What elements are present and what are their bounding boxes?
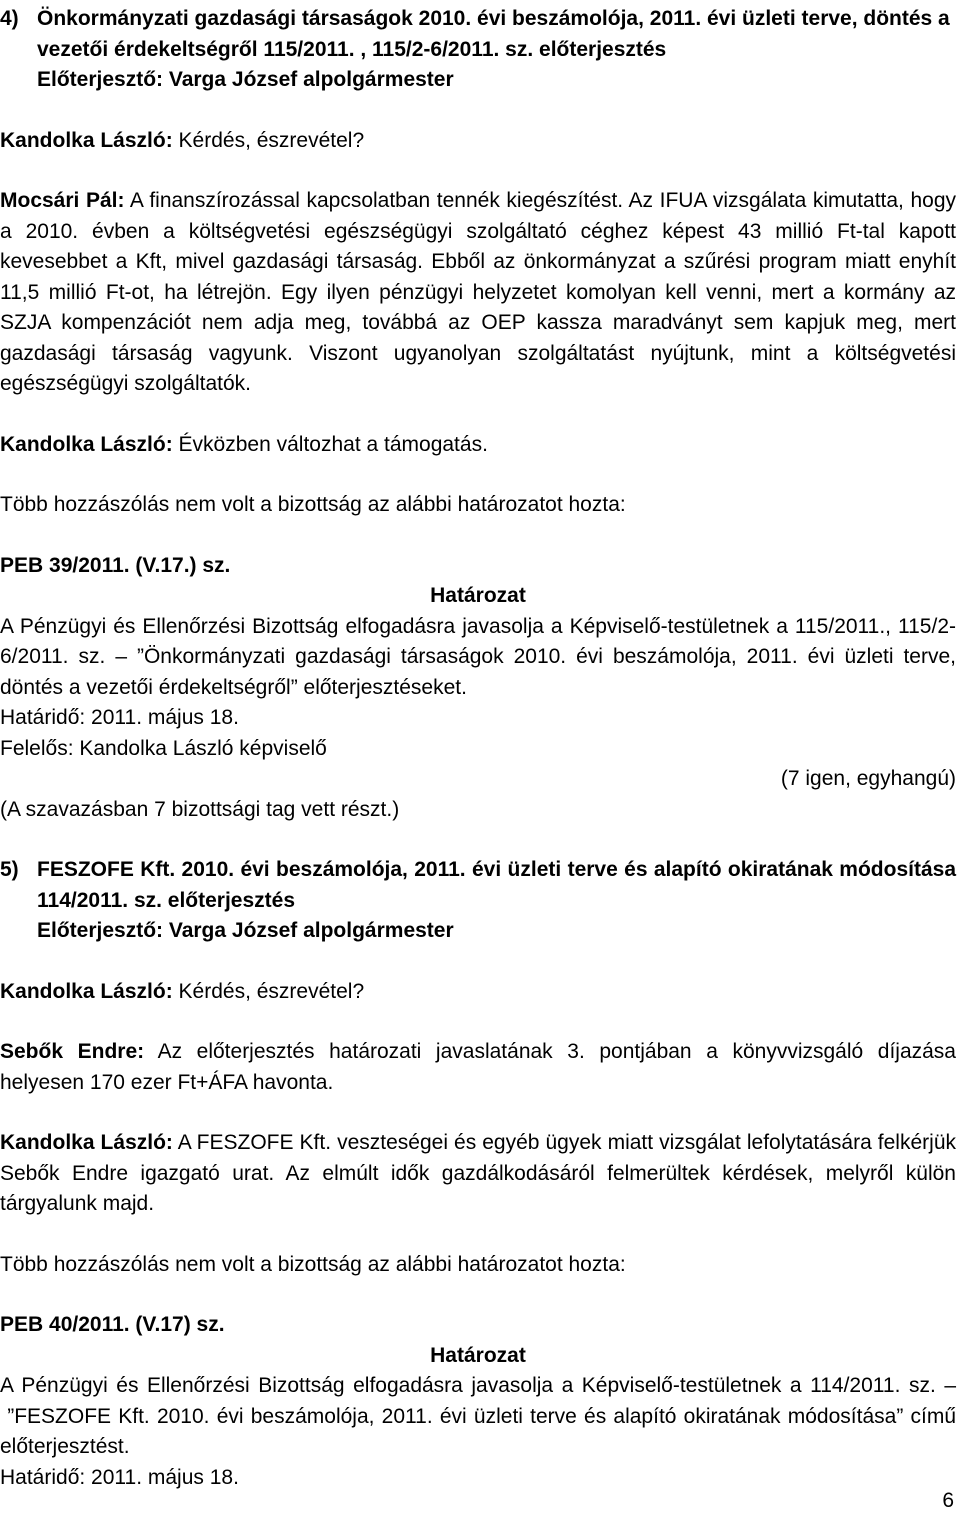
speaker-paragraph: Kandolka László: Kérdés, észrevétel? [0,979,365,1003]
presenter-line: Előterjesztő: Varga József alpolgármester [37,68,454,91]
speaker-name: Kandolka László: [0,432,173,456]
speaker-name: Mocsári Pál: [0,189,125,212]
resolution-heading: Határozat [430,584,526,607]
speaker-name: Kandolka László: [0,1131,173,1154]
resolution-number: PEB 39/2011. (V.17.) sz. [0,553,231,577]
speaker-paragraph: Kandolka László: A FESZOFE Kft. veszteségei és egyéb ügyek miatt vizsgálat lefolytatására felkérjük Sebők Endre igazgató urat. Az elmúlt idők gazdálkodásáról felmerültek kérdések, melyről külön tárgyalunk majd. [0,1131,956,1215]
speaker-paragraph: Kandolka László: Évközben változhat a támogatás. [0,432,488,456]
agenda-item-number: 5) [0,858,19,881]
speaker-paragraph: Mocsári Pál: A finanszírozással kapcsolatban tennék kiegészítést. Az IFUA vizsgálata kimutatta, hogy a 2010. évben a költségvetési egészségügyi szolgáltató céghez képest 43 millió Ft-tal kapott kevesebbet a Kft, mivel gazdasági társaság. Ebből az önkormányzat a szűrési program miatt enyhít 11,5 millió Ft-ot, ha létrejön. Egy ilyen pénzügyi helyzetet komolyan kell venni, mert a kormány az SZJA kompenzációt nem adja meg, továbbá az OEP kassza maradványt sem kapjuk meg, mert gazdasági társaság vagyunk. Viszont ugyanolyan szolgáltatást nyújtunk, mint a költségvetési egészségügyi szolgáltatók. [0,189,956,395]
speaker-paragraph: Kandolka László: Kérdés, észrevétel? [0,128,365,152]
speaker-name: Kandolka László: [0,979,173,1003]
procedure-note: Több hozzászólás nem volt a bizottság az alábbi határozatot hozta: [0,1252,626,1276]
vote-result: (7 igen, egyhangú) [780,767,956,790]
speaker-name: Sebők Endre: [0,1040,145,1063]
presenter-line: Előterjesztő: Varga József alpolgármester [37,919,454,942]
document-page [0,4,956,1493]
agenda-item-title: Önkormányzati gazdasági társaságok 2010. évi beszámolója, 2011. évi üzleti terve, döntés a vezetői érdekeltségről 115/2011. , 115/2-6/2011. sz. előterjesztés Előterjesztő: Varga József alpolgármester [37,4,956,96]
resolution-text: A Pénzügyi és Ellenőrzési Bizottság elfogadásra javasolja a Képviselő-testületnek a 115/2011., 115/2-6/2011. sz. – ”Önkormányzati gazdasági társaságok 2010. évi beszámolója, 2011. évi üzleti terve, döntés a vezetői érdekeltségről” előterjesztéseket. [0,614,956,699]
speaker-name: Kandolka László: [0,128,173,152]
agenda-item-4 [0,4,956,96]
deadline: Határidő: 2011. május 18. [0,1465,239,1489]
resolution-heading: Határozat [430,1343,526,1367]
agenda-item-5 [0,855,956,947]
attendance: (A szavazásban 7 bizottsági tag vett részt.) [0,797,400,821]
agenda-item-title: FESZOFE Kft. 2010. évi beszámolója, 2011. évi üzleti terve és alapító okiratának módosítása 114/2011. sz. előterjesztés Előterjesztő: Varga József alpolgármester [37,855,956,947]
agenda-item-number: 4) [0,7,19,30]
speaker-paragraph: Sebők Endre: Az előterjesztés határozati javaslatának 3. pontjában a könyvvizsgáló díjazása helyesen 170 ezer Ft+ÁFA havonta. [0,1040,956,1094]
resolution-subject: Önkormányzati gazdasági társaságok 2010. évi beszámolója, 2011. évi üzleti terve, döntés a vezetői érdekeltségről [0,645,956,699]
resolution-text: A Pénzügyi és Ellenőrzési Bizottság elfogadásra javasolja a Képviselő-testületnek a 114/2011. sz. – ”FESZOFE Kft. 2010. évi beszámolója, 2011. évi üzleti terve és alapító okiratának módosítása” című előterjesztést. [0,1374,957,1458]
resolution-subject: FESZOFE Kft. 2010. évi beszámolója, 2011. évi üzleti terve és alapító okiratának módosítása [14,1404,897,1428]
page-number: 6 [942,1489,954,1512]
procedure-note: Több hozzászólás nem volt a bizottság az alábbi határozatot hozta: [0,493,626,516]
deadline: Határidő: 2011. május 18. [0,706,239,729]
resolution-number: PEB 40/2011. (V.17) sz. [0,1313,225,1336]
responsible: Felelős: Kandolka László képviselő [0,736,327,760]
